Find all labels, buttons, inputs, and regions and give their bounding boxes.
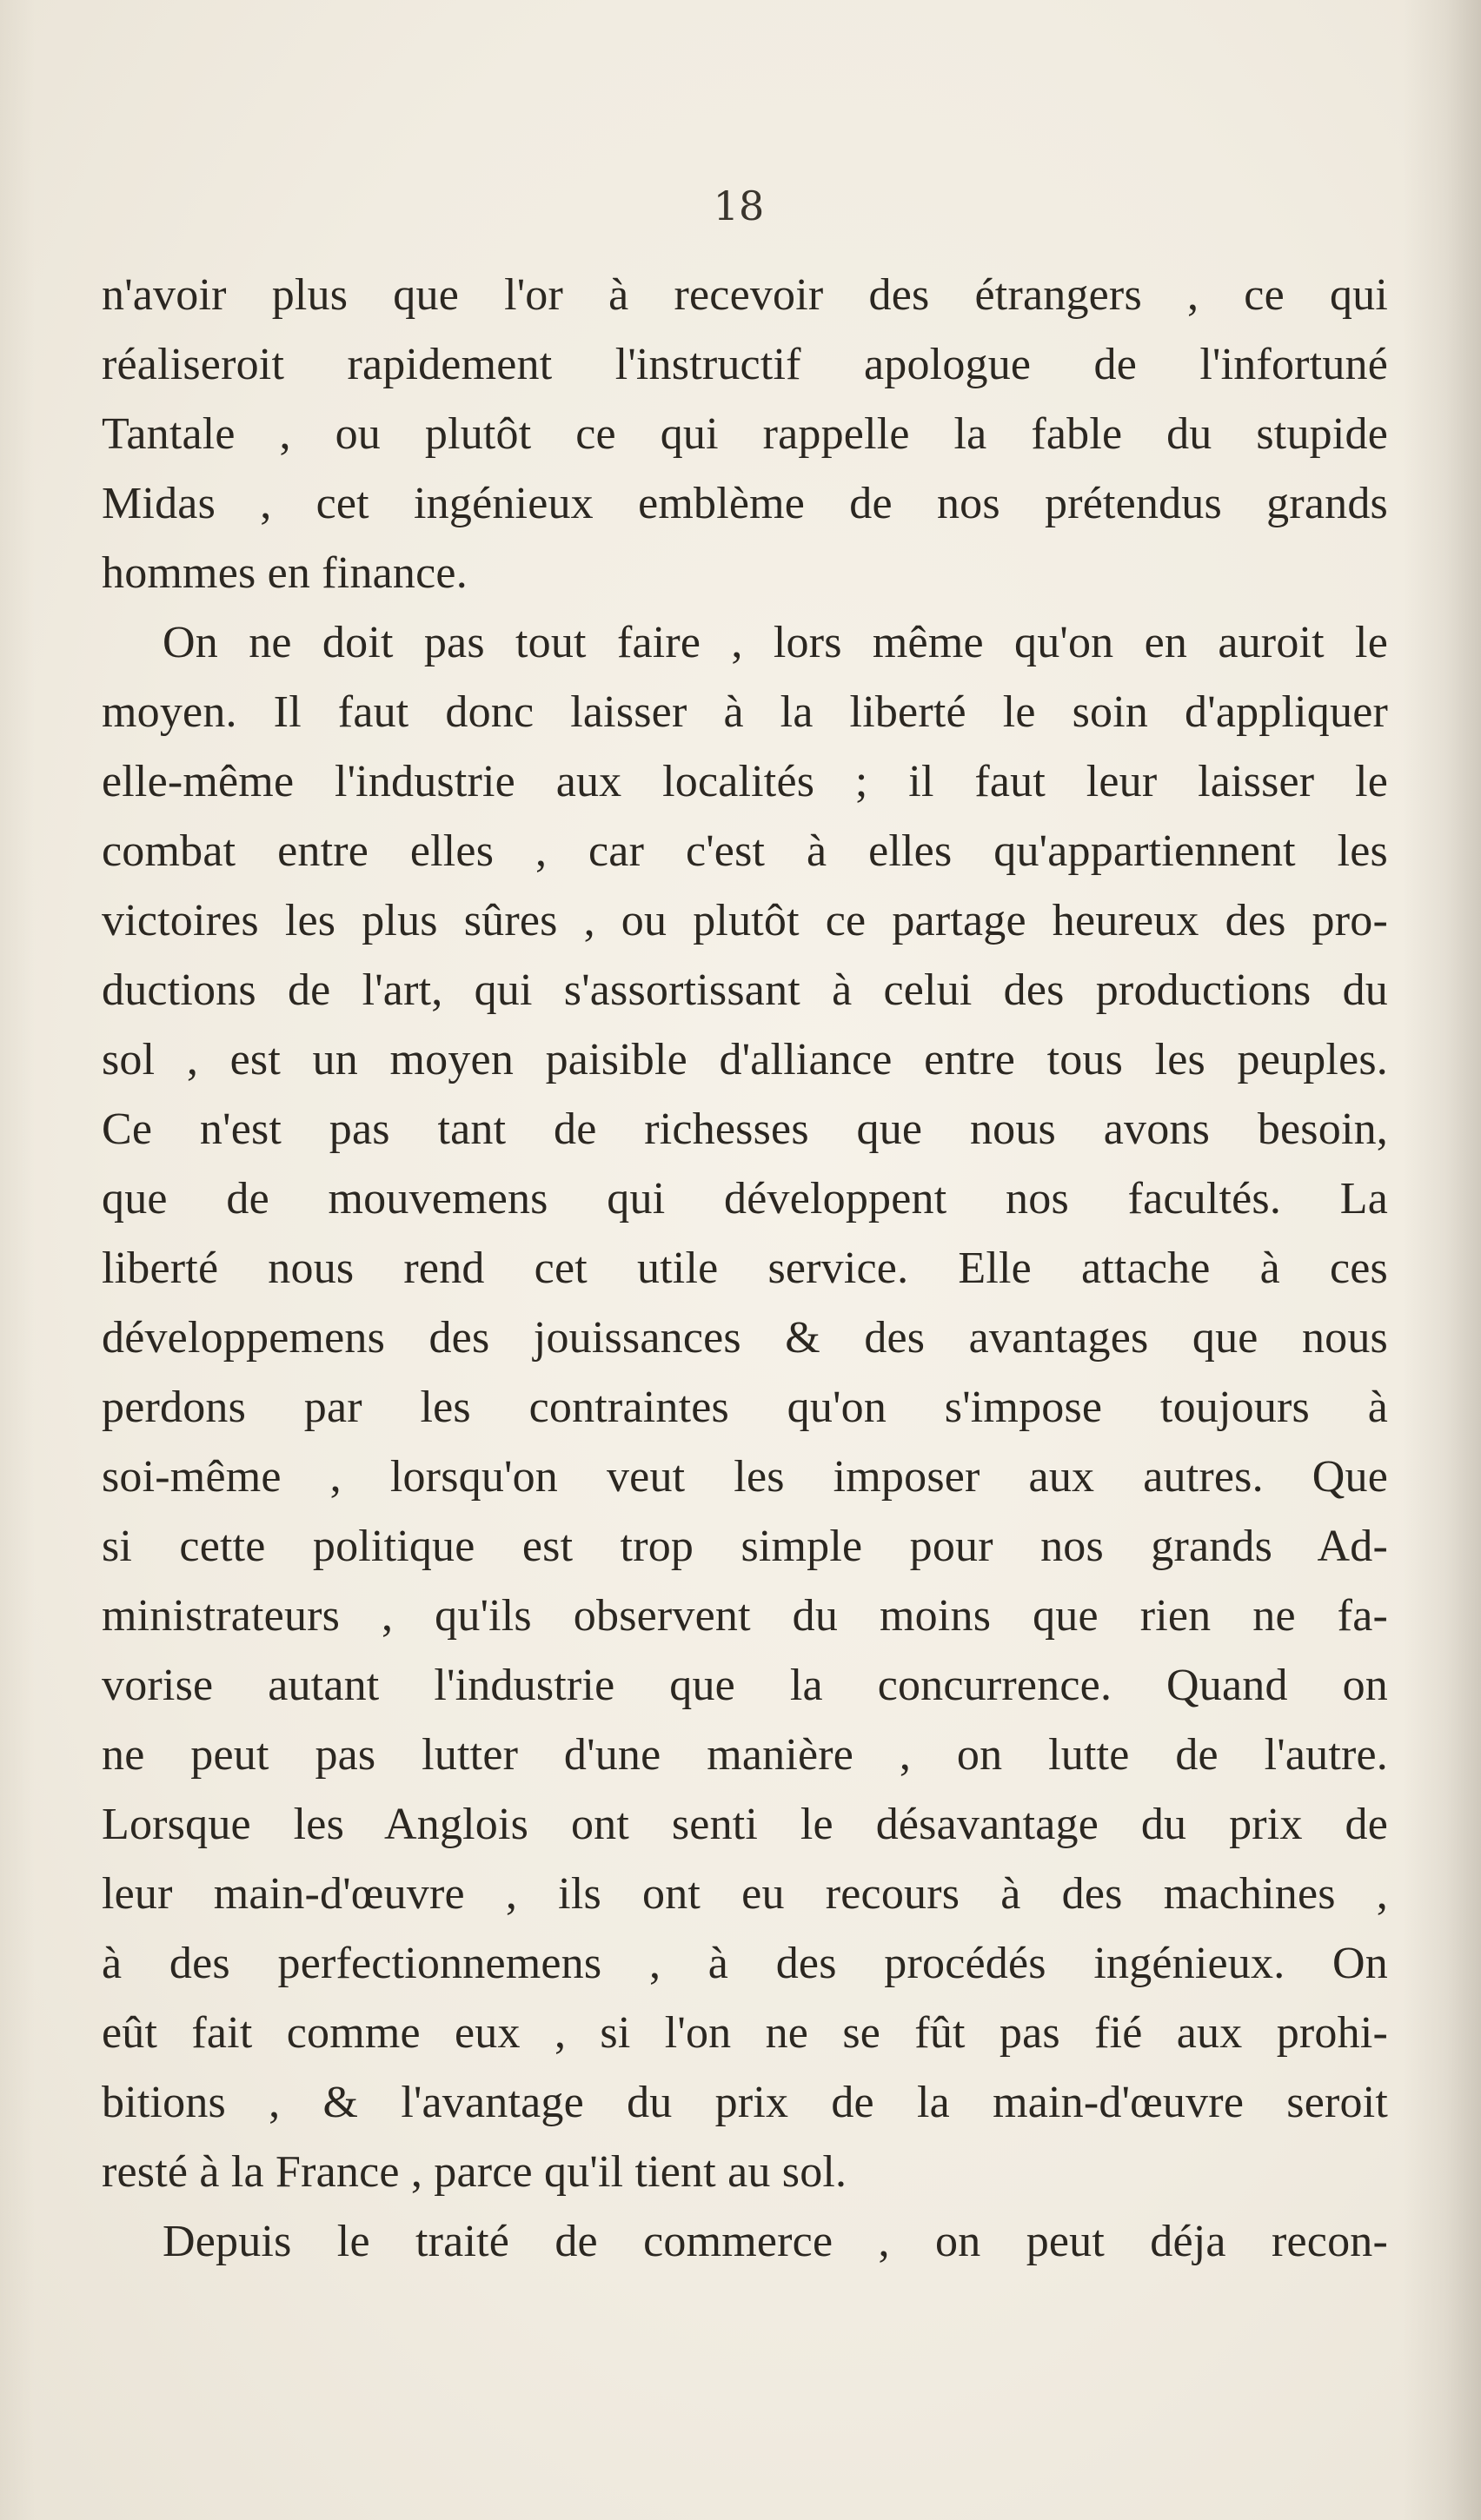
- text-line: à des perfectionnemens , à des procédés ingénieux. On: [102, 1939, 1388, 1988]
- text-line: Midas , cet ingénieux emblème de nos prétendus grands: [102, 479, 1388, 528]
- text-line: développemens des jouissances & des avantages que nous: [102, 1313, 1388, 1363]
- text-line: combat entre elles , car c'est à elles qu'appartiennent les: [102, 826, 1388, 876]
- text-line: soi-même , lorsqu'on veut les imposer aux autres. Que: [102, 1452, 1388, 1502]
- page-left-edge: [0, 0, 35, 2520]
- text-line: hommes en finance.: [102, 548, 468, 598]
- text-line: moyen. Il faut donc laisser à la liberté le soin d'appliquer: [102, 687, 1388, 737]
- text-line: victoires les plus sûres , ou plutôt ce partage heureux des pro-: [102, 896, 1388, 945]
- text-line: ministrateurs , qu'ils observent du moins que rien ne fa-: [102, 1591, 1388, 1641]
- text-line: eût fait comme eux , si l'on ne se fût pas fié aux prohi-: [102, 2008, 1388, 2058]
- text-line: Tantale , ou plutôt ce qui rappelle la fable du stupide: [102, 409, 1388, 459]
- text-line: Ce n'est pas tant de richesses que nous avons besoin,: [102, 1104, 1388, 1154]
- text-line: perdons par les contraintes qu'on s'impose toujours à: [102, 1383, 1388, 1432]
- text-line: Lorsque les Anglois ont senti le désavantage du prix de: [102, 1800, 1388, 1849]
- text-line: que de mouvemens qui développent nos facultés. La: [102, 1174, 1388, 1224]
- text-line: n'avoir plus que l'or à recevoir des étrangers , ce qui: [102, 270, 1388, 320]
- page-gutter-shadow: [1403, 0, 1481, 2520]
- text-line: elle-même l'industrie aux localités ; il faut leur laisser le: [102, 757, 1388, 806]
- page-number: 18: [713, 182, 765, 229]
- text-line: si cette politique est trop simple pour nos grands Ad-: [102, 1522, 1388, 1571]
- text-line: On ne doit pas tout faire , lors même qu'on en auroit le: [163, 618, 1388, 667]
- text-line: Depuis le traité de commerce , on peut déja recon-: [163, 2217, 1388, 2266]
- text-line: leur main-d'œuvre , ils ont eu recours à des machines ,: [102, 1869, 1388, 1919]
- text-line: bitions , & l'avantage du prix de la main-d'œuvre seroit: [102, 2078, 1388, 2127]
- text-line: ne peut pas lutter d'une manière , on lutte de l'autre.: [102, 1730, 1388, 1780]
- text-line: liberté nous rend cet utile service. Elle attache à ces: [102, 1243, 1388, 1293]
- text-line: ductions de l'art, qui s'assortissant à celui des productions du: [102, 965, 1388, 1015]
- body-text: [102, 261, 1388, 2277]
- text-line: resté à la France , parce qu'il tient au sol.: [102, 2147, 847, 2197]
- text-line: sol , est un moyen paisible d'alliance entre tous les peuples.: [102, 1035, 1388, 1084]
- text-line: vorise autant l'industrie que la concurrence. Quand on: [102, 1661, 1388, 1710]
- text-line: réaliseroit rapidement l'instructif apologue de l'infortuné: [102, 340, 1388, 389]
